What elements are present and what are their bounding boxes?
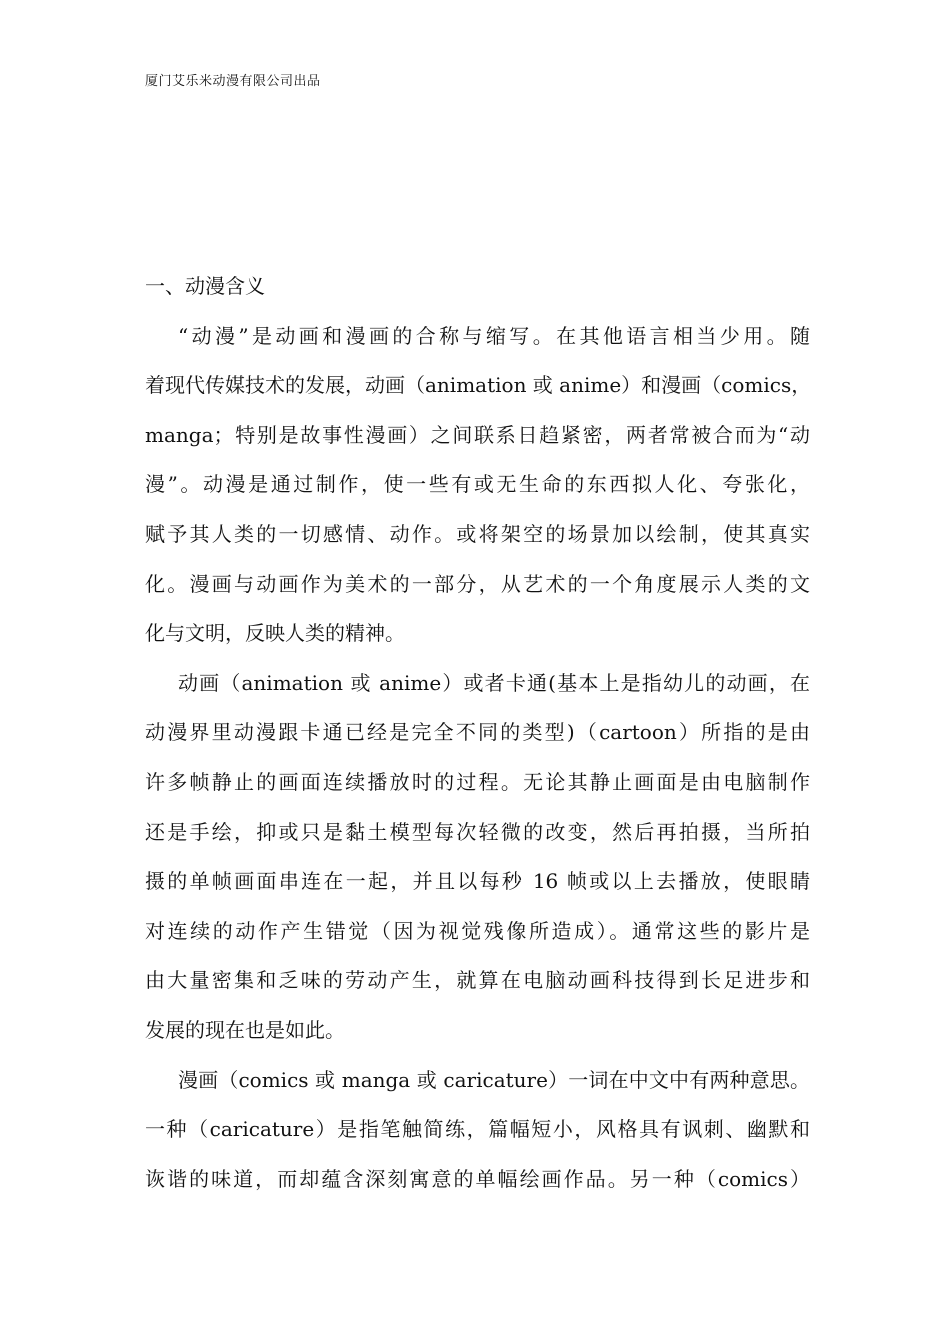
paragraph-line: 还是手绘，抑或只是黏土模型每次轻微的改变，然后再拍摄，当所拍 — [145, 819, 810, 844]
paragraph-line: 着现代传媒技术的发展，动画（animation 或 anime）和漫画（comics， — [145, 373, 812, 398]
paragraph-line: 诙谐的味道，而却蕴含深刻寓意的单幅绘画作品。另一种（comics） — [145, 1166, 810, 1191]
paragraph-line: 一种（caricature）是指笔触简练，篇幅短小，风格具有讽刺、幽默和 — [145, 1117, 810, 1142]
paragraph-line: manga；特别是故事性漫画）之间联系日趋紧密，两者常被合而为“动 — [145, 422, 810, 447]
paragraph-line: 发展的现在也是如此。 — [145, 1017, 345, 1042]
page-header: 厦门艾乐米动漫有限公司出品 — [145, 74, 321, 89]
paragraph-line: 动画（animation 或 anime）或者卡通(基本上是指幼儿的动画，在 — [178, 670, 810, 695]
paragraph-line: 化。漫画与动画作为美术的一部分，从艺术的一个角度展示人类的文 — [145, 571, 810, 596]
document-body — [145, 268, 810, 1198]
section-heading: 一、动漫含义 — [145, 274, 265, 298]
paragraph-line: “动漫”是动画和漫画的合称与缩写。在其他语言相当少用。随 — [178, 323, 810, 348]
paragraph-definition — [145, 318, 810, 653]
paragraph-line: 动漫界里动漫跟卡通已经是完全不同的类型)（cartoon）所指的是由 — [145, 720, 810, 745]
paragraph-line: 由大量密集和乏味的劳动产生，就算在电脑动画科技得到长足进步和 — [145, 968, 810, 993]
paragraph-line: 对连续的动作产生错觉（因为视觉残像所造成）。通常这些的影片是 — [145, 918, 810, 943]
paragraph-line: 漫”。动漫是通过制作，使一些有或无生命的东西拟人化、夸张化， — [145, 472, 810, 497]
paragraph-line: 赋予其人类的一切感情、动作。或将架空的场景加以绘制，使其真实 — [145, 521, 810, 546]
paragraph-line: 化与文明，反映人类的精神。 — [145, 621, 405, 646]
paragraph-line: 漫画（comics 或 manga 或 caricature）一词在中文中有两种意思。 — [178, 1067, 810, 1092]
paragraph-line: 许多帧静止的画面连续播放时的过程。无论其静止画面是由电脑制作 — [145, 769, 810, 794]
paragraph-comics — [145, 1062, 810, 1198]
paragraph-line: 摄的单帧画面串连在一起，并且以每秒 16 帧或以上去播放，使眼睛 — [145, 869, 810, 894]
paragraph-animation — [145, 665, 810, 1049]
